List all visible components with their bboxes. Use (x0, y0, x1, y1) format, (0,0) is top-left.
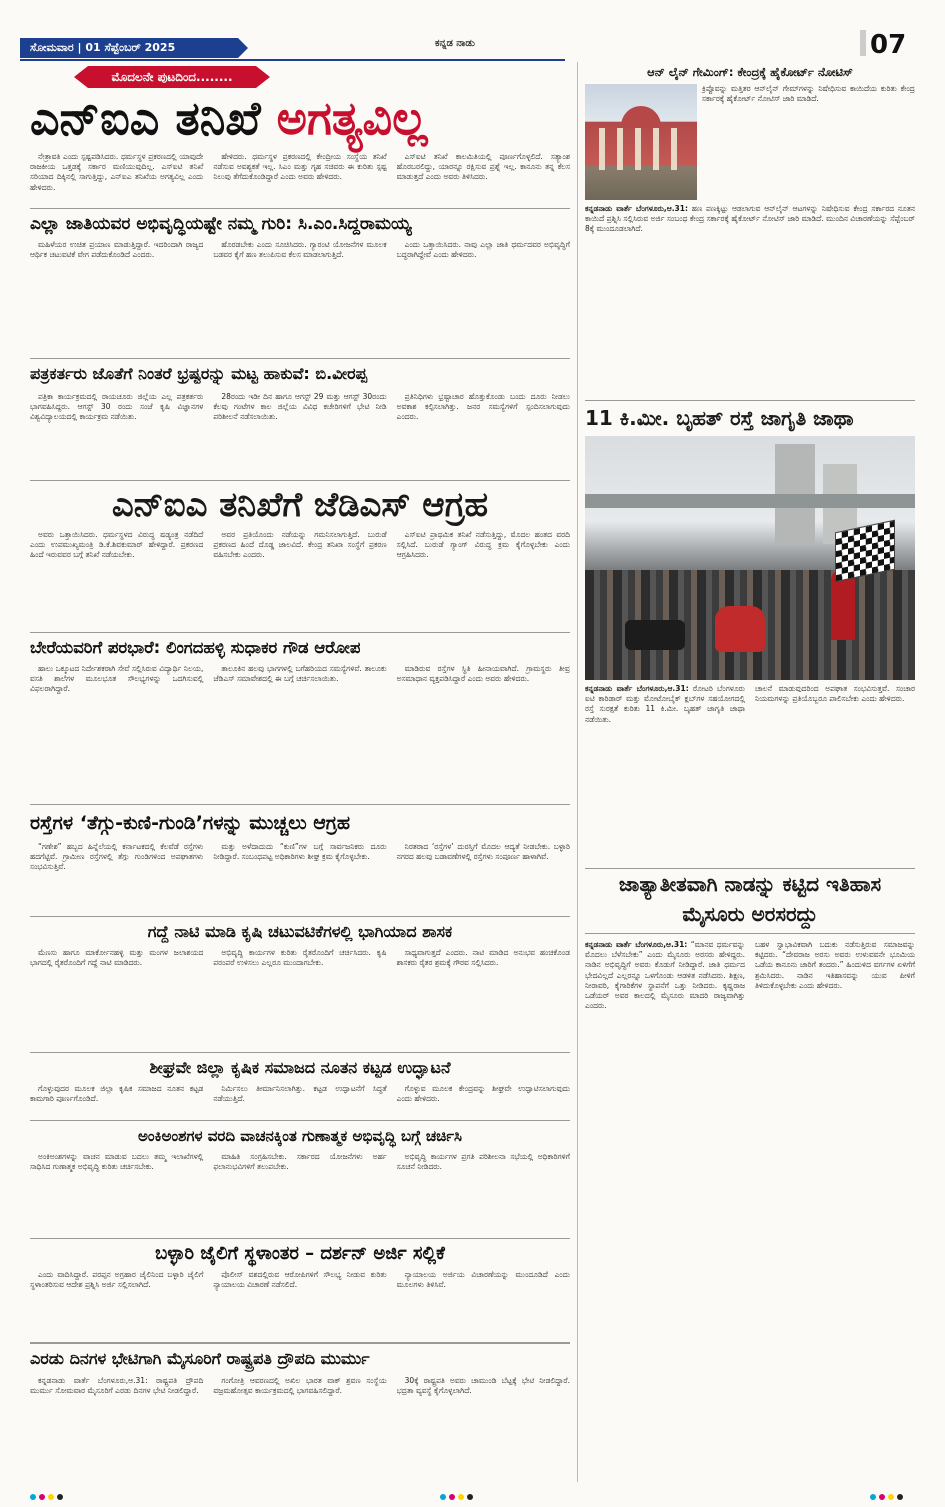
lead-col1: ನೇತ್ರಾವತಿ ಎಂದು ಸ್ಪಷ್ಟಪಡಿಸಿದರು. ಧರ್ಮಸ್ಥಳ ಪ್ರಕರಣದಲ್ಲಿ ಯಾವುದೇ ರಾಜಕೀಯ ಒತ್ತಡಕ್ಕೆ ಸರ್ಕಾರ ಮಣಿಯುವುದಿಲ್ಲ. ಎಸ್‌ಐಟಿ ತನಿಖೆ ಸರಿಯಾದ ದಿಕ್ಕಿನಲ್ಲಿ ಸಾಗುತ್ತಿದ್ದು, ಎನ್‌ಐಎ ತನಿಖೆಯ ಅಗತ್ಯವಿಲ್ಲ ಎಂದು ಹೇಳಿದರು. (30, 152, 204, 192)
right3-col1-text: “ಮಾನವ ಧರ್ಮವನ್ನು ಮೊದಲು ಬೆಳೆಸಬೇಕು” ಎಂದು ಮೈಸೂರು ಅರಸರು ಹೇಳಿದ್ದರು. ನಾಡಿನ ಅಭಿವೃದ್ಧಿಗೆ ಅವರು ಕೊಡುಗೆ ನೀಡಿದ್ದಾರೆ. ಜಾತಿ ಧರ್ಮದ ಭೇದವಿಲ್ಲದೆ ಎಲ್ಲರನ್ನೂ ಒಳಗೊಂಡು ಆಡಳಿತ ನಡೆಸಿದರು. ಶಿಕ್ಷಣ, ನೀರಾವರಿ, ಕೈಗಾರಿಕೆಗಳ ಸ್ಥಾಪನೆಗೆ ಒತ್ತು ನೀಡಿದರು. ಕೃಷ್ಣರಾಜ ಒಡೆಯರ್ ಅವರ ಕಾಲದಲ್ಲಿ ಮೈಸೂರು ಮಾದರಿ ರಾಜ್ಯವಾಗಿತ್ತು ಎಂದರು. (585, 940, 745, 1011)
story3-col1: ಪತ್ರಿಕಾ ಕಾರ್ಯಕ್ರಮದಲ್ಲಿ ರಾಯಚೂರು ಜಿಲ್ಲೆಯ ಎಲ್ಲ ಪತ್ರಕರ್ತರು ಭಾಗವಹಿಸಿದ್ದರು. ಆಗಸ್ಟ್ 30 ರಂದು ಸಂಜೆ ಕೃಷಿ ವಿಜ್ಞಾನಗಳ ವಿಶ್ವವಿದ್ಯಾಲಯದಲ್ಲಿ ಕಾರ್ಯಕ್ರಮ ನಡೆಯಿತು. (30, 392, 204, 422)
story2-col1: ಮಹಿಳೆಯರ ಉಚಿತ ಪ್ರಯಾಣ ಮಾಡುತ್ತಿದ್ದಾರೆ. ಇದರಿಂದಾಗಿ ರಾಜ್ಯದ ಆರ್ಥಿಕ ಚಟುವಟಿಕೆ ವೇಗ ಪಡೆದುಕೊಂಡಿದೆ ಎಂದರು. (30, 240, 204, 260)
story10-col3: ನ್ಯಾಯಾಲಯ ಅರ್ಜಿಯ ವಿಚಾರಣೆಯನ್ನು ಮುಂದೂಡಿದೆ ಎಂದು ಮೂಲಗಳು ತಿಳಿಸಿವೆ. (396, 1270, 570, 1290)
story9-col2: ಮಾಹಿತಿ ಸಂಗ್ರಹಿಸಬೇಕು. ಸರ್ಕಾರದ ಯೋಜನೆಗಳು ಅರ್ಹ ಫಲಾನುಭವಿಗಳಿಗೆ ತಲುಪಬೇಕು. (213, 1152, 387, 1172)
story3-headline: ಪತ್ರಕರ್ತರು ಜೊತೆಗೆ ನಿಂತರೆ ಭ್ರಷ್ಟರನ್ನು ಮಟ್ಟ ಹಾಕುವೆ: ಬಿ.ವೀರಪ್ಪ (30, 358, 570, 389)
story3-body (30, 392, 570, 474)
right1-body (585, 204, 915, 424)
story8-col1: ಗೊಳ್ಳುವುದರ ಮೂಲಕ ಜಿಲ್ಲಾ ಕೃಷಿಕ ಸಮಾಜದ ನೂತನ ಕಟ್ಟಡ ಕಾಮಗಾರಿ ಪೂರ್ಣಗೊಂಡಿದೆ. (30, 1084, 204, 1104)
right3-col2: ಬಹಳ ಸ್ವಾಭಾವಿಕವಾಗಿ ಬದುಕು ನಡೆಸುತ್ತಿರುವ ಸಮಾಜವನ್ನು ಕಟ್ಟಿದರು. “ದೇವರಾಜ ಅರಸು ಅವರು ಉಳುವವನೇ ಭೂಮಿಯ ಒಡೆಯ ಕಾನೂನು ಜಾರಿಗೆ ತಂದರು.” ಹಿಂದುಳಿದ ವರ್ಗಗಳ ಏಳಿಗೆಗೆ ಶ್ರಮಿಸಿದರು. ನಾಡಿನ ಇತಿಹಾಸವನ್ನು ಯುವ ಪೀಳಿಗೆ ತಿಳಿದುಕೊಳ್ಳಬೇಕು ಎಂದು ಹೇಳಿದರು. (755, 940, 915, 990)
right3-col1 (585, 940, 745, 1480)
lead-body (30, 152, 570, 206)
story7-body (30, 948, 570, 990)
story7-col2: ಅಭಿವೃದ್ಧಿ ಕಾರ್ಯಗಳ ಕುರಿತು ರೈತರೊಂದಿಗೆ ಚರ್ಚಿಸಿದರು. ಕೃಷಿ ಪರಂಪರೆ ಉಳಿಸಲು ಎಲ್ಲರೂ ಮುಂದಾಗಬೇಕು. (213, 948, 387, 968)
story10-body (30, 1270, 570, 1330)
story5-headline: ಬೇರೆಯವರಿಗೆ ಪರಭಾರೆ: ಲಿಂಗದಹಳ್ಳಿ ಸುಧಾಕರ ಗೌಡ ಆರೋಪ (30, 632, 570, 663)
yellow-dot (458, 1494, 464, 1500)
black-dot (467, 1494, 473, 1500)
story11-col2: ಗಂಗೋತ್ರಿ ಆವರಣದಲ್ಲಿ ಅಖಿಲ ಭಾರತ ವಾಕ್ ಶ್ರವಣ ಸಂಸ್ಥೆಯ ವಜ್ರಮಹೋತ್ಸವ ಕಾರ್ಯಕ್ರಮದಲ್ಲಿ ಭಾಗವಹಿಸಲಿದ್ದಾರೆ. (213, 1376, 387, 1396)
story10-headline: ಬಳ್ಳಾರಿ ಜೈಲಿಗೆ ಸ್ಥಳಾಂತರ – ದರ್ಶನ್ ಅರ್ಜಿ ಸಲ್ಲಿಕೆ (30, 1238, 570, 1269)
metro-track-shape (585, 494, 915, 508)
continued-kicker: ಮೊದಲನೇ ಪುಟದಿಂದ........ (88, 66, 256, 88)
story2-headline: ಎಲ್ಲಾ ಜಾತಿಯವರ ಅಭಿವೃದ್ಧಿಯಷ್ಟೇ ನಮ್ಮ ಗುರಿ: ಸಿ.ಎಂ.ಸಿದ್ದರಾಮಯ್ಯ (30, 208, 570, 239)
story6-col1: “ಗಣೇಶ” ಹಬ್ಬದ ಹಿನ್ನೆಲೆಯಲ್ಲಿ ಕರ್ನಾಟಕದಲ್ಲಿ ಕೆಲವೆಡೆ ರಸ್ತೆಗಳು ಹದಗೆಟ್ಟಿವೆ. ಗ್ರಾಮೀಣ ರಸ್ತೆಗಳಲ್ಲಿ ತೆಗ್ಗು ಗುಂಡಿಗಳಿಂದ ಅಪಘಾತಗಳು ಸಂಭವಿಸುತ್ತಿವೆ. (30, 842, 204, 872)
scooter-shape (715, 606, 765, 652)
motorbike-shape (625, 620, 685, 650)
story7-headline: ಗದ್ದೆ ನಾಟಿ ಮಾಡಿ ಕೃಷಿ ಚಟುವಟಿಕೆಗಳಲ್ಲಿ ಭಾಗಿಯಾದ ಶಾಸಕ (30, 916, 570, 947)
right1-headline: ಆನ್ ಲೈನ್ ಗೇಮಿಂಗ್: ಕೇಂದ್ರಕ್ಕೆ ಹೈಕೋರ್ಟ್ ನೋಟಿಸ್ (647, 65, 853, 79)
right2-col2: ಚಾಲನೆ ಮಾಡುವುದರಿಂದ ಅಪಘಾತ ಸಂಭವಿಸುತ್ತವೆ. ಸಂಚಾರ ನಿಯಮಗಳನ್ನು ಪ್ರತಿಯೊಬ್ಬರೂ ಪಾಲಿಸಬೇಕು ಎಂದು ಹೇಳಿದರು. (755, 684, 915, 704)
story8-headline: ಶೀಘ್ರವೇ ಜಿಲ್ಲಾ ಕೃಷಿಕ ಸಮಾಜದ ನೂತನ ಕಟ್ಟಡ ಉದ್ಘಾಟನೆ (30, 1052, 570, 1083)
story11-body (30, 1376, 570, 1476)
right3-headline: ಜಾತ್ಯಾತೀತವಾಗಿ ನಾಡನ್ನು ಕಟ್ಟಿದ ಇತಿಹಾಸ ಮೈಸೂರು ಅರಸರದ್ದು (585, 868, 915, 934)
right2-dateline: ಕನ್ನಡನಾಡು ವಾರ್ತೆ ಬೆಂಗಳೂರು,ಆ.31: (585, 684, 689, 693)
story5-col2: ತಾಲೂಕಿನ ಹಲವು ಭಾಗಗಳಲ್ಲಿ ಬಗೆಹರಿಯದ ಸಮಸ್ಯೆಗಳಿವೆ. ತಾಲೂಕು ಜೆಡಿಎಸ್ ಸಮಾವೇಶದಲ್ಲಿ ಈ ಬಗ್ಗೆ ಚರ್ಚಿಸಲಾಯಿತು. (213, 664, 387, 684)
right1-dateline: ಕನ್ನಡನಾಡು ವಾರ್ತೆ ಬೆಂಗಳೂರು,ಆ.31: (585, 204, 688, 213)
lead-headline-part1: ಎನ್‌ಐಎ ತನಿಖೆ (30, 91, 261, 145)
registration-marks-right (870, 1494, 903, 1502)
story7-col3: ಸಾಧ್ಯವಾಗುತ್ತದೆ ಎಂದರು. ನಾಟಿ ಮಾಡಿದ ಅನುಭವ ಹಂಚಿಕೊಂಡ ಶಾಸಕರು ರೈತರ ಶ್ರಮಕ್ಕೆ ಗೌರವ ಸಲ್ಲಿಸಿದರು. (396, 948, 570, 968)
right2-col1 (585, 684, 745, 866)
lead-headline (30, 92, 570, 144)
story4-body (30, 530, 570, 630)
story6-headline: ರಸ್ತೆಗಳ ‘ತೆಗ್ಗು-ಕುಣಿ-ಗುಂಡಿ’ಗಳನ್ನು ಮುಚ್ಚಲು ಆಗ್ರಹ (30, 804, 570, 841)
right2-col1-text: ರೋಟರಿ ಬೆಂಗಳೂರು ಐಟಿ ಕಾರಿಡಾರ್ ಮತ್ತು ಮೋಟೋಬೈಕ್ ಕ್ಲಬ್‌ಗಳ ಸಹಯೋಗದಲ್ಲಿ ರಸ್ತೆ ಸುರಕ್ಷತೆ ಕುರಿತು 11 ಕಿ.ಮೀ. ಬೃಹತ್ ಜಾಗೃತಿ ಜಾಥಾ ನಡೆಯಿತು. (585, 684, 745, 724)
story3-col2: 28ರಂದು ಇಡೀ ದಿನ ಹಾಗೂ ಆಗಸ್ಟ್ 29 ಮತ್ತು ಆಗಸ್ಟ್ 30ರಂದು ಕೆಲವು ಗಂಟೆಗಳ ಕಾಲ ಜಿಲ್ಲೆಯ ವಿವಿಧ ಕಚೇರಿಗಳಿಗೆ ಭೇಟಿ ನೀಡಿ ಪರಿಶೀಲನೆ ನಡೆಸಲಾಯಿತು. (213, 392, 387, 422)
story5-col3: ಮಾಡಿರುವ ರಸ್ತೆಗಳ ಸ್ಥಿತಿ ಹೀನಾಯವಾಗಿದೆ. ಗ್ರಾಮಸ್ಥರು ತೀವ್ರ ಅಸಮಾಧಾನ ವ್ಯಕ್ತಪಡಿಸಿದ್ದಾರೆ ಎಂದು ಅವರು ಹೇಳಿದರು. (396, 664, 570, 684)
column-divider (577, 62, 578, 1482)
cyan-dot (30, 1494, 36, 1500)
cyan-dot (870, 1494, 876, 1500)
story2-body (30, 240, 570, 338)
registration-marks-center (440, 1494, 473, 1502)
masthead: ಕನ್ನಡ ನಾಡು (435, 38, 475, 49)
rally-photo (585, 436, 915, 680)
story6-body (30, 842, 570, 914)
story7-col1: ಮೆಣಸು ಹಾಗೂ ಮಾರ್ಕೋನಹಳ್ಳಿ ಮತ್ತು ಮಂಗಳ ಜಲಾಶಯದ ಭಾಗದಲ್ಲಿ ರೈತರೊಂದಿಗೆ ಗದ್ದೆ ನಾಟಿ ಮಾಡಿದರು. (30, 948, 204, 968)
story6-col3: ನಿರತರಾದ ‘ರಸ್ತೆಗಳ’ ದುರಸ್ತಿಗೆ ಮೊದಲ ಆದ್ಯತೆ ನೀಡಬೇಕು. ಬಳ್ಳಾರಿ ನಗರದ ಹಲವು ಬಡಾವಣೆಗಳಲ್ಲಿ ರಸ್ತೆಗಳು ಸಂಪೂರ್ಣ ಹಾಳಾಗಿವೆ. (396, 842, 570, 862)
lead-col3: ಎಸ್‌ಐಟಿ ತನಿಖೆ ಕಾಲಮಿತಿಯಲ್ಲಿ ಪೂರ್ಣಗೊಳ್ಳಲಿದೆ. ಸತ್ಯಾಂಶ ಹೊರಬರಲಿದ್ದು, ಯಾರನ್ನೂ ರಕ್ಷಿಸುವ ಪ್ರಶ್ನೆ ಇಲ್ಲ. ಕಾನೂನು ತನ್ನ ಕೆಲಸ ಮಾಡುತ್ತದೆ ಎಂದು ಅವರು ತಿಳಿಸಿದರು. (396, 152, 570, 182)
issue-date: ಸೋಮವಾರ | 01 ಸೆಪ್ಟೆಂಬರ್ 2025 (20, 38, 238, 58)
magenta-dot (39, 1494, 45, 1500)
story10-col1: ಎಂದು ವಾದಿಸಿದ್ದಾರೆ. ಪರಪ್ಪನ ಅಗ್ರಹಾರ ಜೈಲಿನಿಂದ ಬಳ್ಳಾರಿ ಜೈಲಿಗೆ ಸ್ಥಳಾಂತರಿಸುವ ಆದೇಶ ಪ್ರಶ್ನಿಸಿ ಅರ್ಜಿ ಸಲ್ಲಿಸಲಾಗಿದೆ. (30, 1270, 204, 1290)
header-rule (20, 59, 565, 61)
right3-body (585, 940, 915, 1480)
yellow-dot (888, 1494, 894, 1500)
story9-col1: ಅಂಕಿಅಂಶಗಳನ್ನು ವಾಚನ ಮಾಡುವ ಬದಲು ತಮ್ಮ ಇಲಾಖೆಗಳಲ್ಲಿ ಸಾಧಿಸಿದ ಗುಣಾತ್ಮಕ ಅಭಿವೃದ್ಧಿ ಕುರಿತು ಚರ್ಚಿಸಬೇಕು. (30, 1152, 204, 1172)
lead-headline-part2: ಅಗತ್ಯವಿಲ್ಲ (276, 91, 428, 145)
story9-headline: ಅಂಕಿಅಂಶಗಳ ವರದಿ ವಾಚನಕ್ಕಿಂತ ಗುಣಾತ್ಮಕ ಅಭಿವೃದ್ಧಿ ಬಗ್ಗೆ ಚರ್ಚಿಸಿ (30, 1120, 570, 1151)
high-court-photo (585, 84, 697, 200)
story3-col3: ಪ್ರತಿನಿಧಿಗಳು ಭ್ರಷ್ಟಾಚಾರ ಹೊತ್ತುಕೊಂಡು ಬಂದು ದೂರು ನೀಡಲು ಅವಕಾಶ ಕಲ್ಪಿಸಲಾಗಿತ್ತು. ಜನರ ಸಮಸ್ಯೆಗಳಿಗೆ ಸ್ಪಂದಿಸಲಾಗುವುದು ಎಂದರು. (396, 392, 570, 422)
story11-col1: ಕನ್ನಡನಾಡು ವಾರ್ತೆ ಬೆಂಗಳೂರು,ಆ.31: ರಾಷ್ಟ್ರಪತಿ ದ್ರೌಪದಿ ಮುರ್ಮು ಸೋಮವಾರ ಮೈಸೂರಿಗೆ ಎರಡು ದಿನಗಳ ಭೇಟಿ ನೀಡಲಿದ್ದಾರೆ. (30, 1376, 204, 1396)
lead-col2: ಹೇಳಿದರು. ಧರ್ಮಸ್ಥಳ ಪ್ರಕರಣದಲ್ಲಿ ಕೇಂದ್ರೀಯ ಸಂಸ್ಥೆಯ ತನಿಖೆ ನಡೆಸುವ ಅವಶ್ಯಕತೆ ಇಲ್ಲ. ಸಿಎಂ ಮತ್ತು ಗೃಹ ಸಚಿವರು ಈ ಕುರಿತು ಸ್ಪಷ್ಟ ನಿಲುವು ತೆಗೆದುಕೊಂಡಿದ್ದಾರೆ ಎಂದು ಅವರು ಹೇಳಿದರು. (213, 152, 387, 182)
story6-col2: ಮತ್ತು ಅಳೆದಾದುದು “ಕುಣಿ”ಗಳ ಬಗ್ಗೆ ಸಾರ್ವಜನಿಕರು ದೂರು ನೀಡಿದ್ದಾರೆ. ಸಂಬಂಧಪಟ್ಟ ಅಧಿಕಾರಿಗಳು ಶೀಘ್ರ ಕ್ರಮ ಕೈಗೊಳ್ಳಬೇಕು. (213, 842, 387, 862)
story8-col2: ನಿರ್ಮಿಸಲು ತೀರ್ಮಾನಿಸಲಾಗಿತ್ತು. ಕಟ್ಟಡ ಉದ್ಘಾಟನೆಗೆ ಸಿದ್ಧತೆ ನಡೆಯುತ್ತಿದೆ. (213, 1084, 387, 1104)
black-dot (57, 1494, 63, 1500)
right3-dateline: ಕನ್ನಡನಾಡು ವಾರ್ತೆ ಬೆಂಗಳೂರು,ಆ.31: (585, 940, 688, 949)
story9-col3: ಅಭಿವೃದ್ಧಿ ಕಾರ್ಯಗಳ ಪ್ರಗತಿ ಪರಿಶೀಲನಾ ಸಭೆಯಲ್ಲಿ ಅಧಿಕಾರಿಗಳಿಗೆ ಸೂಚನೆ ನೀಡಿದರು. (396, 1152, 570, 1172)
magenta-dot (879, 1494, 885, 1500)
story9-body (30, 1152, 570, 1232)
right2-headline: 11 ಕಿ.ಮೀ. ಬೃಹತ್ ರಸ್ತೆ ಜಾಗೃತಿ ಜಾಥಾ (585, 400, 915, 435)
story4-col2: ಅವರ ಪ್ರತಿಯೊಂದು ನಡೆಯನ್ನು ಗಮನಿಸಲಾಗುತ್ತಿದೆ. ಬುರುಡೆ ಪ್ರಕರಣದ ಹಿಂದೆ ದೊಡ್ಡ ಜಾಲವಿದೆ. ಕೇಂದ್ರ ತನಿಖಾ ಸಂಸ್ಥೆಗೆ ಪ್ರಕರಣ ವಹಿಸಬೇಕು ಎಂದರು. (213, 530, 387, 560)
court-columns-shape (599, 128, 605, 170)
story8-col3: ಗೊಳ್ಳುವ ಮೂಲಕ ಕೇಂದ್ರವನ್ನು ಶೀಘ್ರವೇ ಉದ್ಘಾಟಿಸಲಾಗುವುದು ಎಂದು ಹೇಳಿದರು. (396, 1084, 570, 1104)
story11-col3: 30ಕ್ಕೆ ರಾಷ್ಟ್ರಪತಿ ಅವರು ಚಾಮುಂಡಿ ಬೆಟ್ಟಕ್ಕೆ ಭೇಟಿ ನೀಡಲಿದ್ದಾರೆ. ಭದ್ರತಾ ವ್ಯವಸ್ಥೆ ಕೈಗೊಳ್ಳಲಾಗಿದೆ. (396, 1376, 570, 1396)
court-dome-shape (621, 106, 661, 128)
right2-body (585, 684, 915, 866)
story8-body (30, 1084, 570, 1114)
story4-col1: ಅವರು ಒತ್ತಾಯಿಸಿದರು. ಧರ್ಮಸ್ಥಳದ ವಿರುದ್ಧ ಷಡ್ಯಂತ್ರ ನಡೆದಿದೆ ಎಂದು ಉಪಮುಖ್ಯಮಂತ್ರಿ ಡಿ.ಕೆ.ಶಿವಕುಮಾರ್ ಹೇಳಿದ್ದಾರೆ. ಪ್ರಕರಣದ ಹಿಂದೆ ಇರುವವರ ಬಗ್ಗೆ ತನಿಖೆ ನಡೆಯಬೇಕು. (30, 530, 204, 560)
story2-col2: ಹೊರಡಬೇಕು ಎಂದು ಸೂಚಿಸಿದರು. ಗ್ಯಾರಂಟಿ ಯೋಜನೆಗಳ ಮೂಲಕ ಬಡವರ ಕೈಗೆ ಹಣ ತಲುಪಿಸುವ ಕೆಲಸ ಮಾಡಲಾಗುತ್ತಿದೆ. (213, 240, 387, 260)
right1-side-text: ಕ್ರಿಪ್ಟೊವನ್ನು ಮತ್ತಿತರ ಆನ್‌ಲೈನ್ ಗೇಮ್‌ಗಳನ್ನು ನಿಷೇಧಿಸುವ ಕಾಯಿದೆಯ ಕುರಿತು ಕೇಂದ್ರ ಸರ್ಕಾರಕ್ಕೆ ಹೈಕೋರ್ಟ್ ನೋಟಿಸ್ ಜಾರಿ ಮಾಡಿದೆ. (702, 84, 915, 104)
story10-col2: ಪೊಲೀಸ್ ವಶದಲ್ಲಿರುವ ಆರೋಪಿಗಳಿಗೆ ಸೌಲಭ್ಯ ನೀಡುವ ಕುರಿತು ನ್ಯಾಯಾಲಯ ವಿಚಾರಣೆ ನಡೆಸಲಿದೆ. (213, 1270, 387, 1290)
story11-headline: ಎರಡು ದಿನಗಳ ಭೇಟಿಗಾಗಿ ಮೈಸೂರಿಗೆ ರಾಷ್ಟ್ರಪತಿ ದ್ರೌಪದಿ ಮುರ್ಮು (30, 1342, 570, 1374)
story4-headline: ಎನ್‌ಐಎ ತನಿಖೆಗೆ ಜೆಡಿಎಸ್ ಆಗ್ರಹ (30, 480, 570, 529)
yellow-dot (48, 1494, 54, 1500)
right1-text: ಹಣ ಪಣಕ್ಕಿಟ್ಟು ಆಡಲಾಗುವ ಆನ್‌ಲೈನ್ ಆಟಗಳನ್ನು ನಿಷೇಧಿಸುವ ಕೇಂದ್ರ ಸರ್ಕಾರದ ನೂತನ ಕಾಯಿದೆ ಪ್ರಶ್ನಿಸಿ ಸಲ್ಲಿಸಿರುವ ಅರ್ಜಿ ಸಂಬಂಧ ಕೇಂದ್ರ ಸರ್ಕಾರಕ್ಕೆ ಹೈಕೋರ್ಟ್ ನೋಟಿಸ್ ಜಾರಿ ಮಾಡಿದೆ. ಮುಂದಿನ ವಿಚಾರಣೆಯನ್ನು ಸೆಪ್ಟೆಂಬರ್ 8ಕ್ಕೆ ಮುಂದೂಡಲಾಗಿದೆ. (585, 204, 915, 234)
magenta-dot (449, 1494, 455, 1500)
page-number: 07 (870, 30, 907, 60)
story5-body (30, 664, 570, 790)
cyan-dot (440, 1494, 446, 1500)
story4-col3: ಎಸ್‌ಐಟಿ ಪ್ರಾಥಮಿಕ ತನಿಖೆ ನಡೆಸುತ್ತಿದ್ದು, ಮೊದಲ ಹಂತದ ವರದಿ ಸಲ್ಲಿಸಿದೆ. ಬುರುಡೆ ಗ್ಯಾಂಗ್ ವಿರುದ್ಧ ಕ್ರಮ ಕೈಗೊಳ್ಳಬೇಕು ಎಂದು ಆಗ್ರಹಿಸಿದರು. (396, 530, 570, 560)
story5-col1: ಹಾಲು ಒಕ್ಕೂಟದ ನಿರ್ದೇಶಕರಾಗಿ ಸೇವೆ ಸಲ್ಲಿಸಿರುವ ವಿದ್ಯಾರ್ಥಿ ನಿಲಯ, ವಸತಿ ಶಾಲೆಗಳ ಮೂಲಭೂತ ಸೌಲಭ್ಯಗಳನ್ನು ಒದಗಿಸುವಲ್ಲಿ ವಿಫಲರಾಗಿದ್ದಾರೆ. (30, 664, 204, 694)
black-dot (897, 1494, 903, 1500)
page-number-bar (860, 30, 866, 56)
story2-col3: ಎಂದು ಒತ್ತಾಯಿಸಿದರು. ನಾವು ಎಲ್ಲಾ ಜಾತಿ ಧರ್ಮದವರ ಅಭಿವೃದ್ಧಿಗೆ ಬದ್ಧರಾಗಿದ್ದೇವೆ ಎಂದು ಹೇಳಿದರು. (396, 240, 570, 260)
registration-marks-left (30, 1494, 63, 1502)
